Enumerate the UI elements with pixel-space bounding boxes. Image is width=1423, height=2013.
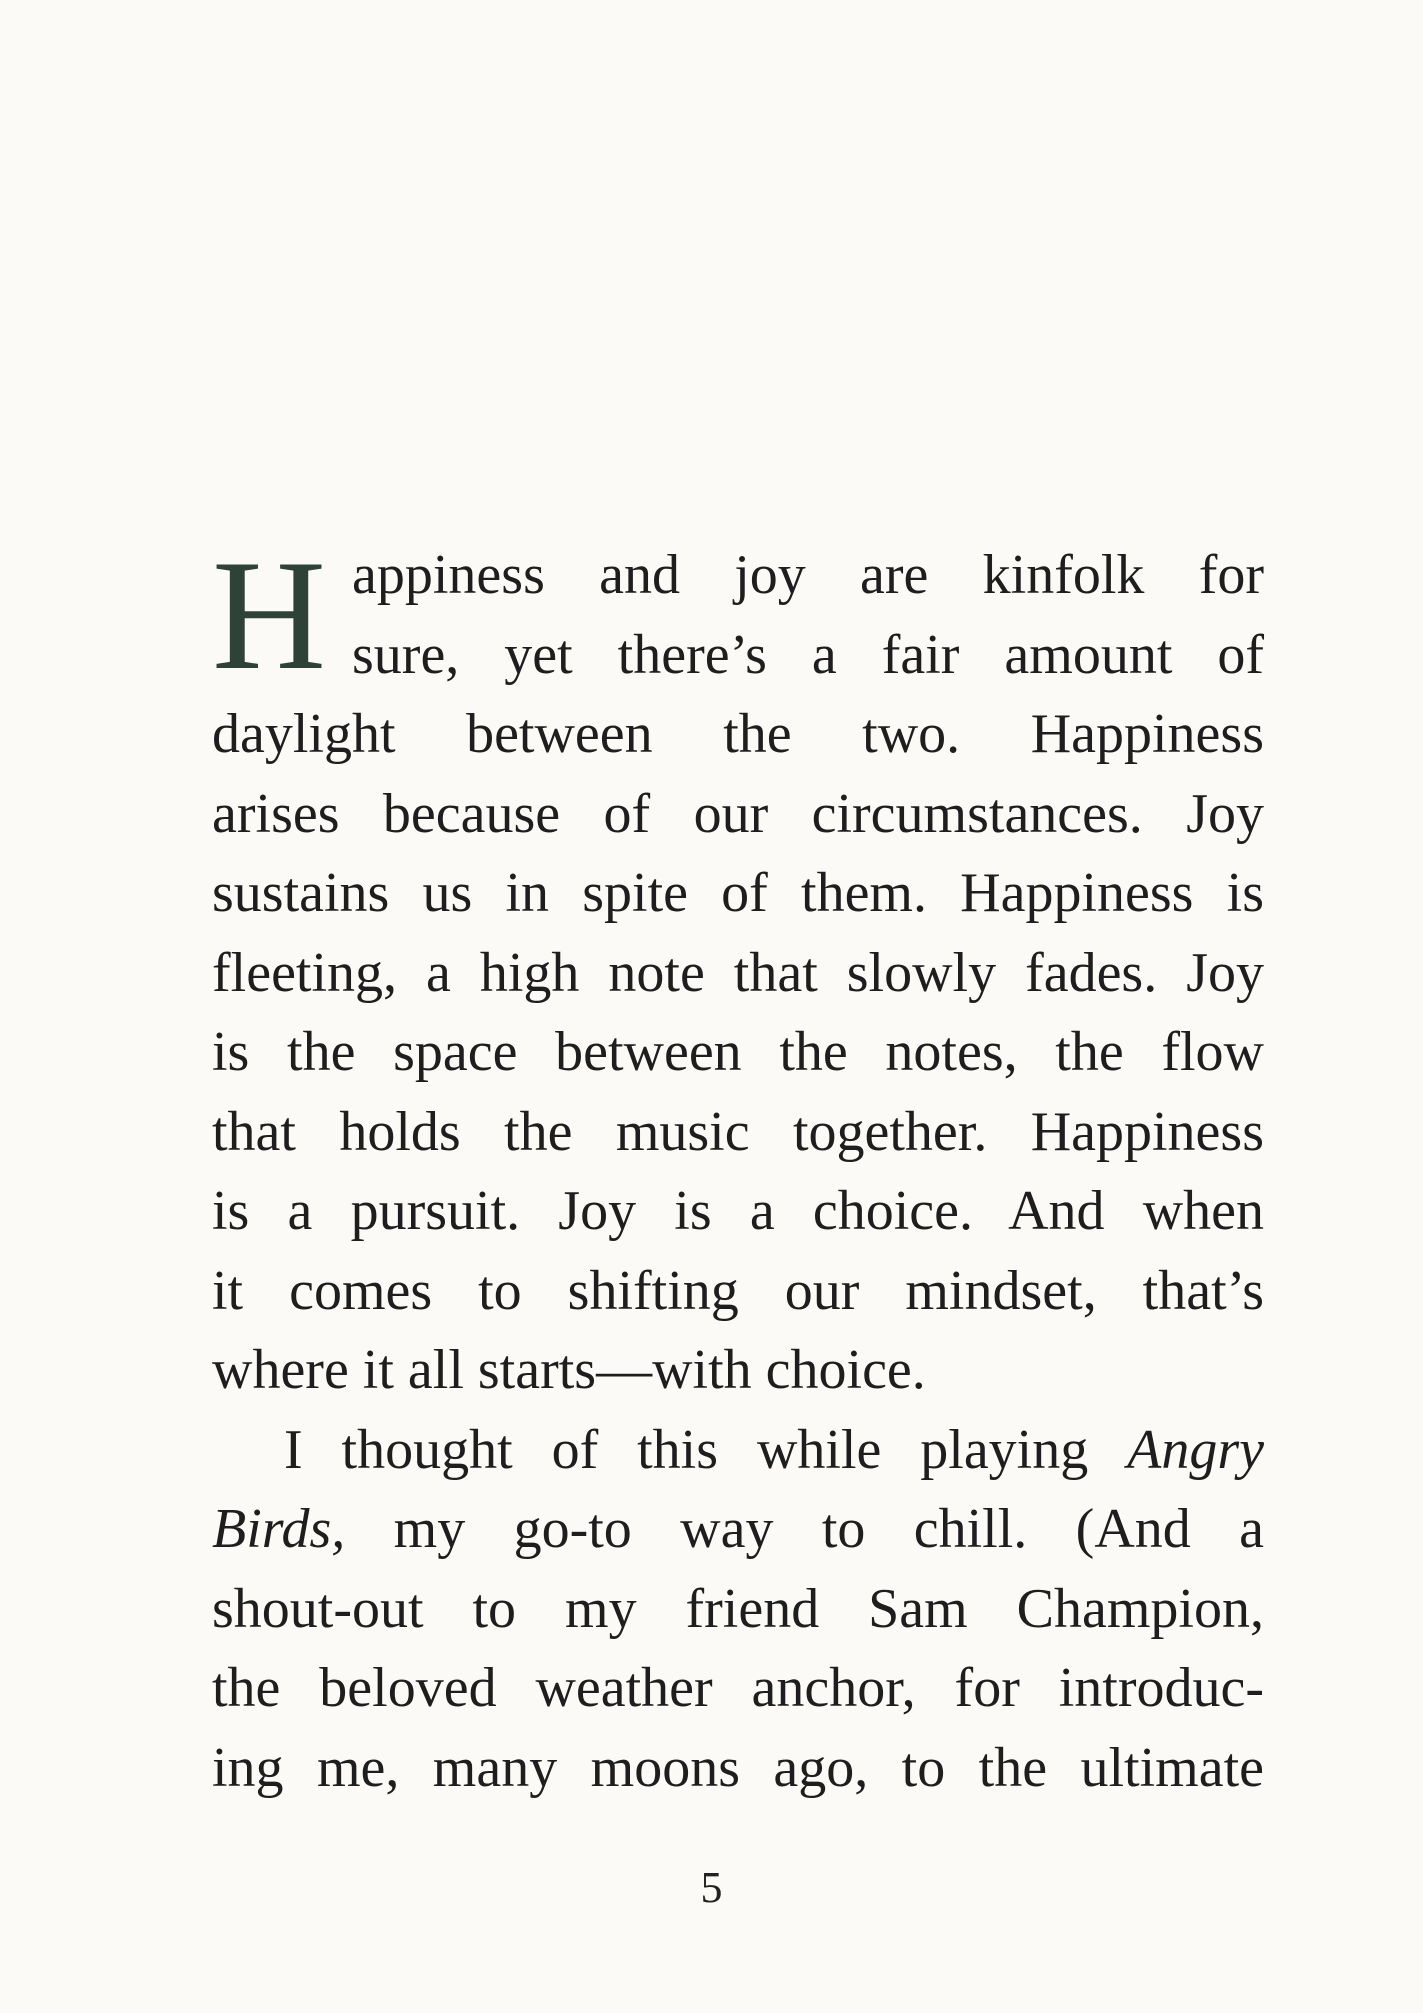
page-number: 5	[700, 1863, 723, 1912]
text-line: where it all starts—with choice.	[212, 1339, 926, 1401]
book-title-italic: Angry	[1127, 1418, 1264, 1481]
text-line: ing me, many moons ago, to the ultimate	[212, 1736, 1264, 1799]
text-line: daylight between the two. Happiness	[212, 703, 1264, 765]
paragraph-2	[212, 1411, 1264, 1809]
body-text	[212, 528, 1264, 1808]
text-line: is a pursuit. Joy is a choice. And when	[212, 1180, 1264, 1242]
text-line: the beloved weather anchor, for introduc-	[212, 1657, 1264, 1719]
text-line: sure, yet there’s a fair amount of	[352, 623, 1264, 686]
drop-cap: H	[212, 528, 327, 703]
text-line: it comes to shifting our mindset, that’s	[212, 1259, 1264, 1322]
text-line: arises because of our circumstances. Joy	[212, 782, 1264, 845]
book-title-italic: Birds,	[212, 1498, 346, 1560]
text-line	[212, 1411, 1264, 1491]
text-line: shout-out to my friend Sam Champion,	[212, 1577, 1264, 1640]
text-line: sustains us in spite of them. Happiness is	[212, 862, 1264, 924]
text-line: is the space between the notes, the flow	[212, 1021, 1264, 1083]
text-line: appiness and joy are kinfolk for	[352, 544, 1264, 606]
paragraph-1	[212, 528, 1264, 1411]
text-line	[212, 1490, 1264, 1570]
text-span: I thought of this while playing	[284, 1418, 1089, 1481]
text-span: my go-to way to chill. (And a	[393, 1498, 1264, 1560]
text-line: fleeting, a high note that slowly fades. Joy	[212, 941, 1264, 1004]
text-line: that holds the music together. Happiness	[212, 1100, 1264, 1163]
